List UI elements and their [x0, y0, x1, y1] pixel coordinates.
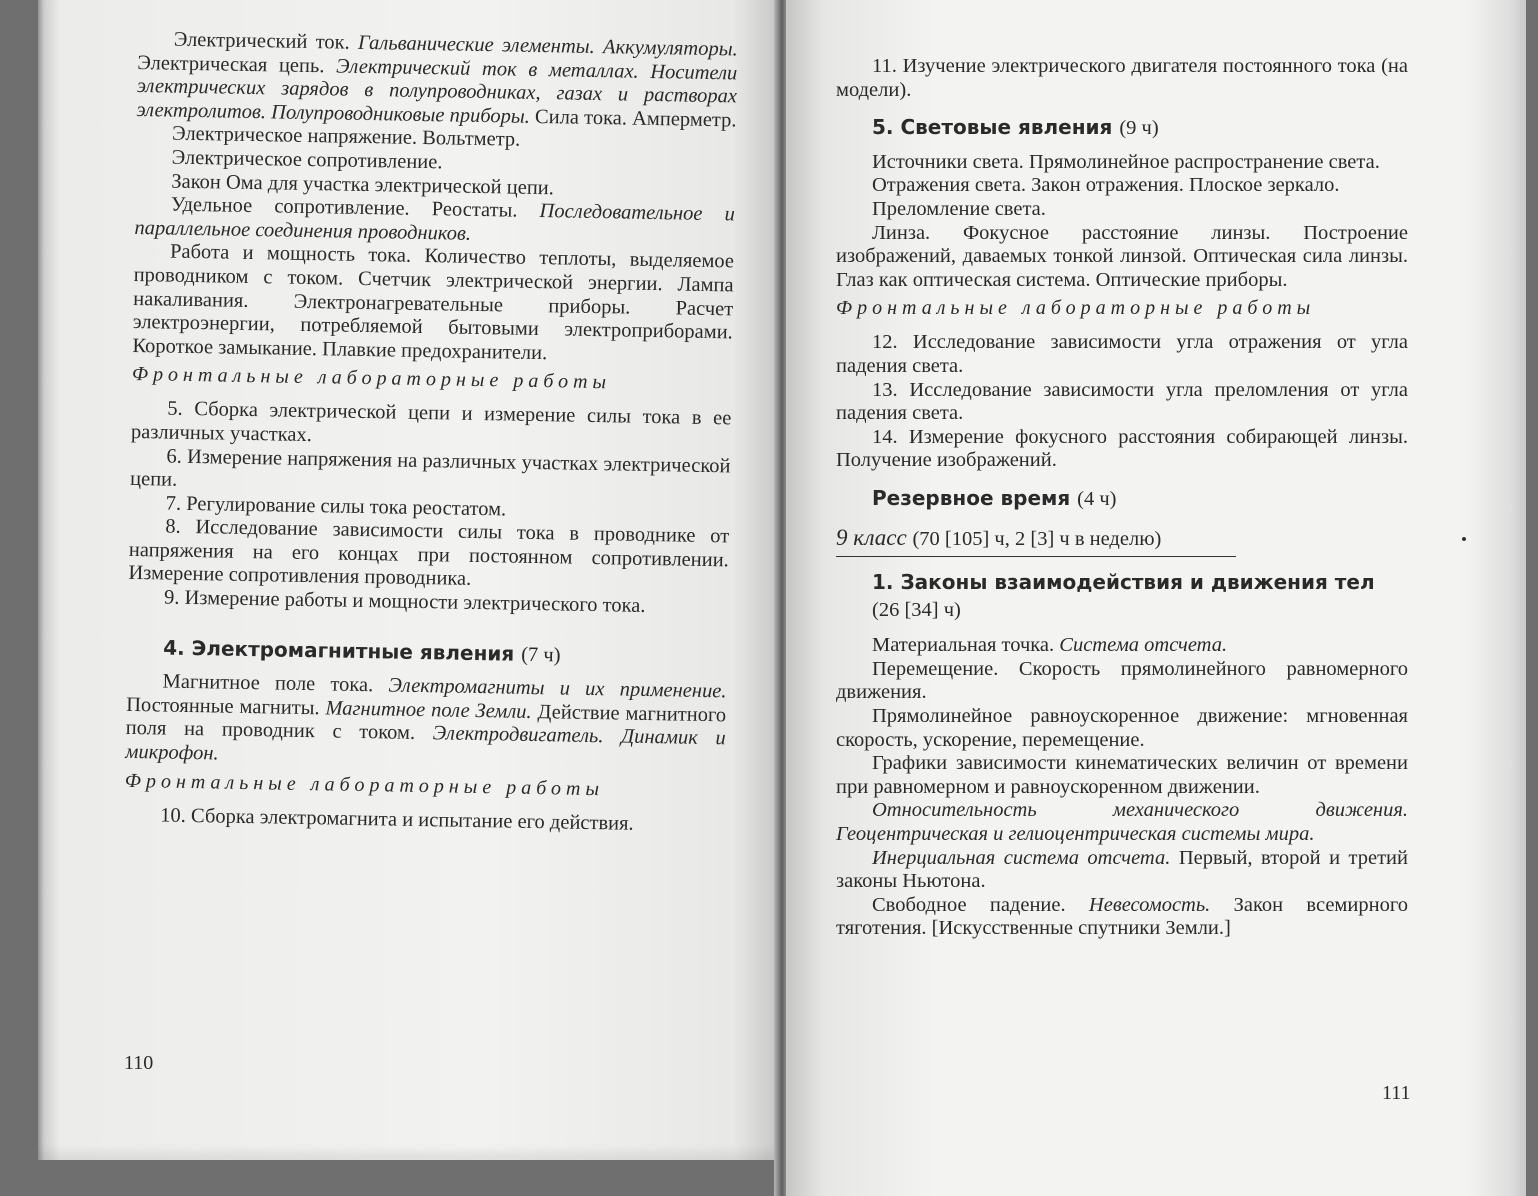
lab-item: 6. Измерение напряжения на различных участках электрической цепи.: [129, 445, 731, 491]
page-number: 110: [124, 1052, 154, 1074]
paragraph: Электрическое сопротивление.: [171, 146, 443, 174]
page-number: 111: [1382, 1082, 1411, 1104]
right-text-column: [836, 55, 1408, 941]
paragraph: Инерциальная система отсчета. Первый, второй и третий законы Ньютона.: [836, 846, 1408, 893]
lab-works-heading: Фронтальные лабораторные работы: [836, 297, 1316, 320]
paragraph: Электрический ток. Гальванические элементы. Аккумуляторы. Электрическая цепь. Электрический ток в металлах. Носители электрических зарядов в полупроводниках, газах и растворах электролитов. Полупроводниковые приборы. Сила тока. Амперметр.: [136, 28, 738, 132]
paragraph: Источники света. Прямолинейное распространение света.: [872, 150, 1380, 173]
paragraph: Работа и мощность тока. Количество теплоты, выделяемое проводником с током. Счетчик электрической энергии. Лампа накаливания. Электронагревательные приборы. Расчет электроэнергии, потребляемой бытовыми электроприборами. Короткое замыкание. Плавкие предохранители.: [132, 240, 735, 364]
paragraph: Прямолинейное равноускоренное движение: мгновенная скорость, ускорение, перемещение.: [836, 705, 1408, 751]
paragraph: Удельное сопротивление. Реостаты. Последовательное и параллельное соединения проводников.: [134, 193, 736, 245]
lab-item: 12. Исследование зависимости угла отражения от угла падения света.: [836, 331, 1408, 377]
section-heading: 5. Световые явления (9 ч): [872, 115, 1159, 140]
lab-item: 14. Измерение фокусного расстояния собирающей линзы. Получение изображений.: [836, 425, 1408, 472]
paragraph: Материальная точка. Система отсчета.: [872, 634, 1228, 657]
lab-item: 8. Исследование зависимости силы тока в проводнике от напряжения на его концах при постоянном сопротивлении. Измерение сопротивления проводника.: [128, 515, 730, 591]
grade-heading: 9 класс (70 [105] ч, 2 [3] ч в неделю): [836, 526, 1236, 558]
section-heading: 1. Законы взаимодействия и движения тел: [872, 570, 1375, 595]
lab-item: 9. Измерение работы и мощности электрического тока.: [163, 586, 646, 618]
section-hours: (26 [34] ч): [872, 598, 961, 621]
lab-works-heading: Фронтальные лабораторные работы: [131, 363, 612, 394]
paragraph: Электрическое напряжение. Вольтметр.: [171, 122, 521, 152]
lab-works-heading: Фронтальные лабораторные работы: [124, 769, 605, 800]
ink-speck: [1462, 537, 1466, 541]
paragraph: Отражения света. Закон отражения. Плоское зеркало.: [872, 174, 1340, 197]
left-text-column: [124, 28, 738, 838]
paragraph: Перемещение. Скорость прямолинейного равномерного движения.: [836, 657, 1408, 704]
section-heading: 4. Электромагнитные явления (7 ч): [162, 635, 561, 667]
paragraph: Свободное падение. Невесомость. Закон всемирного тяготения. [Искусственные спутники Земли.]: [836, 893, 1408, 940]
paragraph: Графики зависимости кинематических величин от времени при равномерном и равноускоренном движении.: [836, 752, 1408, 798]
lab-item: 5. Сборка электрической цепи и измерение силы тока в ее различных участках.: [130, 397, 732, 447]
lab-item: 7. Регулирование силы тока реостатом.: [165, 492, 507, 521]
reserve-heading: Резервное время (4 ч): [872, 485, 1117, 510]
lab-item: 13. Исследование зависимости угла преломления от угла падения света.: [836, 378, 1408, 425]
left-page: [38, 0, 778, 1160]
paragraph: Линза. Фокусное расстояние линзы. Построение изображений, даваемых тонкой линзой. Оптическая сила линзы. Глаз как оптическая система. Оптические приборы.: [836, 221, 1408, 291]
lab-item: 10. Сборка электромагнита и испытание его действия.: [160, 804, 634, 835]
lab-item: 11. Изучение электрического двигателя постоянного тока (на модели).: [836, 55, 1408, 101]
right-page: [786, 0, 1526, 1196]
paragraph: Преломление света.: [872, 197, 1046, 220]
paragraph: Относительность механического движения. Геоцентрическая и гелиоцентрическая системы мира.: [836, 799, 1408, 846]
paragraph: Закон Ома для участка электрической цепи.: [171, 170, 555, 199]
paragraph: Магнитное поле тока. Электромагниты и их применение. Постоянные магниты. Магнитное поле Земли. Действие магнитного поля на проводник с током. Электродвигатель. Динамик и микрофон.: [125, 670, 727, 765]
